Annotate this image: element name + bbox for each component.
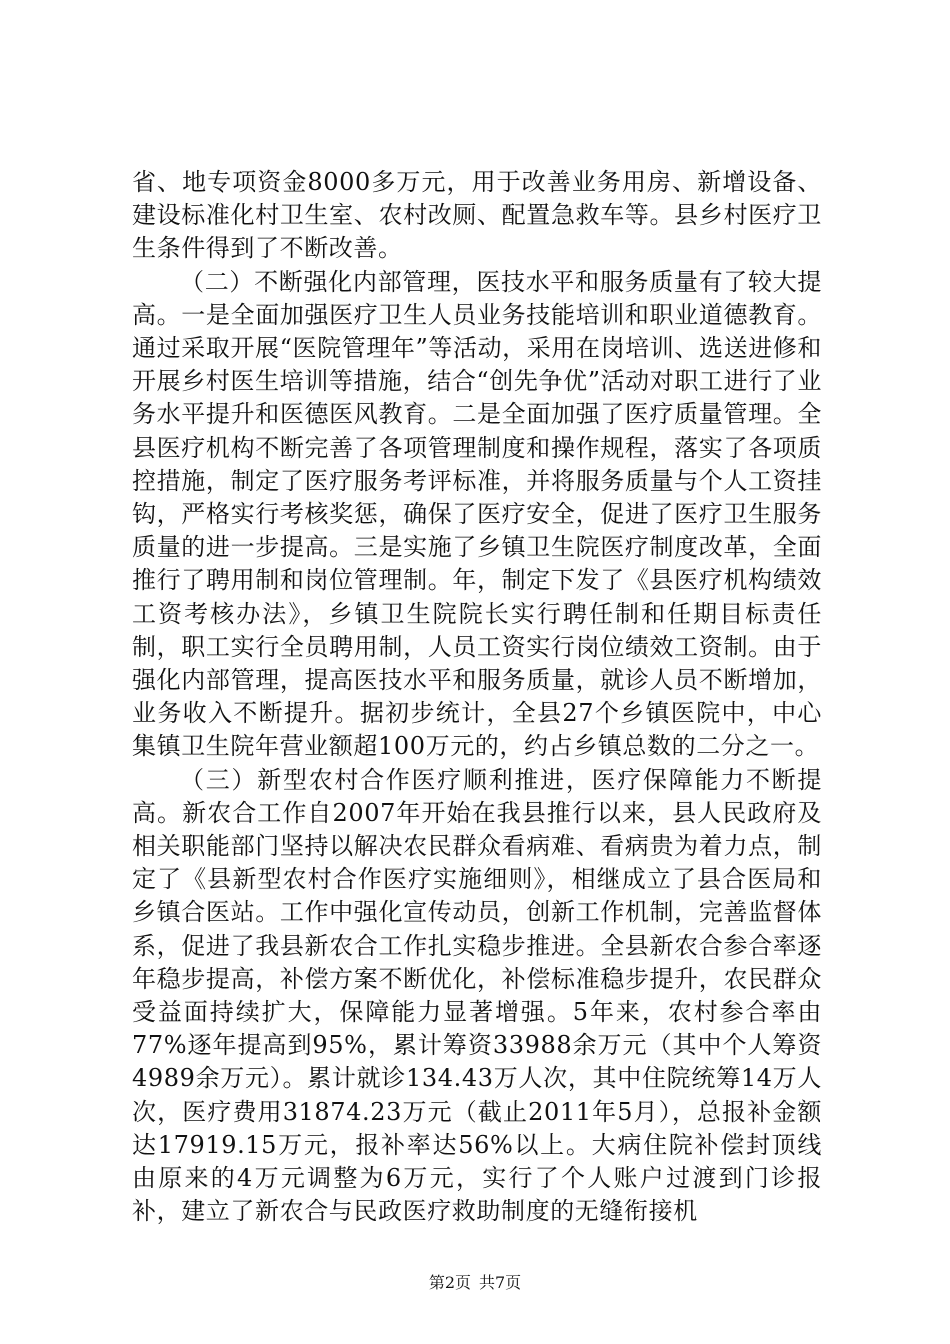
document-body [132,166,822,1229]
paragraph-section-two: （二）不断强化内部管理，医技水平和服务质量有了较大提高。一是全面加强医疗卫生人员业务技能培训和职业道德教育。通过采取开展“医院管理年”等活动，采用在岗培训、选送进修和开展乡村医生培训等措施，结合“创先争优”活动对职工进行了业务水平提升和医德医风教育。二是全面加强了医疗质量管理。全县医疗机构不断完善了各项管理制度和操作规程，落实了各项质控措施，制定了医疗服务考评标准，并将服务质量与个人工资挂钩，严格实行考核奖惩，确保了医疗安全，促进了医疗卫生服务质量的进一步提高。三是实施了乡镇卫生院医疗制度改革，全面推行了聘用制和岗位管理制。年，制定下发了《县医疗机构绩效工资考核办法》，乡镇卫生院院长实行聘任制和任期目标责任制，职工实行全员聘用制，人员工资实行岗位绩效工资制。由于强化内部管理，提高医技水平和服务质量，就诊人员不断增加，业务收入不断提升。据初步统计，全县27个乡镇医院中，中心集镇卫生院年营业额超100万元的，约占乡镇总数的二分之一。 [132,267,822,761]
page-footer [0,1270,950,1293]
paragraph-continuation: 省、地专项资金8000多万元，用于改善业务用房、新增设备、建设标准化村卫生室、农村改厕、配置急救车等。县乡村医疗卫生条件得到了不断改善。 [132,168,822,263]
page-number: 第2页 [428,1273,471,1292]
page-total: 共7页 [479,1273,522,1292]
paragraph-section-three: （三）新型农村合作医疗顺利推进，医疗保障能力不断提高。新农合工作自2007年开始在我县推行以来，县人民政府及相关职能部门坚持以解决农民群众看病难、看病贵为着力点，制定了《县新型农村合作医疗实施细则》，相继成立了县合医局和乡镇合医站。工作中强化宣传动员，创新工作机制，完善监督体系，促进了我县新农合工作扎实稳步推进。全县新农合参合率逐年稳步提高，补偿方案不断优化，补偿标准稳步提升，农民群众受益面持续扩大，保障能力显著增强。5年来，农村参合率由77%逐年提高到95%，累计筹资33988余万元（其中个人筹资4989余万元）。累计就诊134.43万人次，其中住院统筹14万人次，医疗费用31874.23万元（截止2011年5月），总报补金额达17919.15万元，报补率达56%以上。大病住院补偿封顶线由原来的4万元调整为6万元，实行了个人账户过渡到门诊报补，建立了新农合与民政医疗救助制度的无缝衔接机 [132,765,822,1226]
